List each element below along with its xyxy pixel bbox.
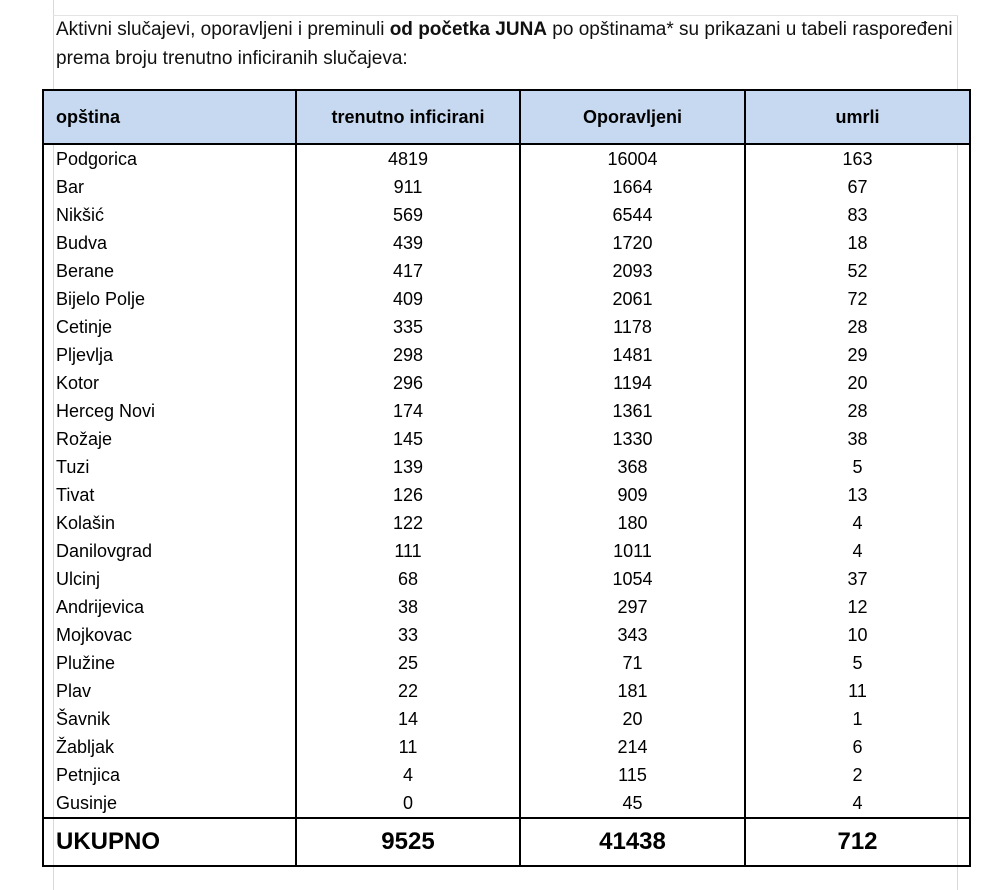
- municipality-cell: Kotor: [43, 369, 296, 397]
- intro-paragraph: [56, 15, 956, 73]
- infected-cell: 4: [296, 761, 520, 789]
- recovered-cell: 1664: [520, 173, 745, 201]
- municipality-cell: Andrijevica: [43, 593, 296, 621]
- table-row: [43, 285, 970, 313]
- recovered-cell: 1194: [520, 369, 745, 397]
- infected-cell: 33: [296, 621, 520, 649]
- infected-cell: 139: [296, 453, 520, 481]
- recovered-cell: 16004: [520, 144, 745, 173]
- total-umrli: 712: [745, 818, 970, 866]
- recovered-cell: 6544: [520, 201, 745, 229]
- deceased-cell: 18: [745, 229, 970, 257]
- infected-cell: 111: [296, 537, 520, 565]
- deceased-cell: 10: [745, 621, 970, 649]
- recovered-cell: 297: [520, 593, 745, 621]
- municipality-cell: Kolašin: [43, 509, 296, 537]
- deceased-cell: 5: [745, 649, 970, 677]
- recovered-cell: 2093: [520, 257, 745, 285]
- municipality-cell: Ulcinj: [43, 565, 296, 593]
- municipality-cell: Rožaje: [43, 425, 296, 453]
- table-row: [43, 481, 970, 509]
- intro-text-end: po opštinama* su prikazani u tabeli raspoređeni prema broju trenutno inficiranih slučajeva:: [56, 19, 953, 69]
- table-row: [43, 733, 970, 761]
- header-oporavljeni: Oporavljeni: [520, 90, 745, 144]
- table-row: [43, 453, 970, 481]
- deceased-cell: 11: [745, 677, 970, 705]
- infected-cell: 22: [296, 677, 520, 705]
- deceased-cell: 5: [745, 453, 970, 481]
- header-trenutno-inficirani: trenutno inficirani: [296, 90, 520, 144]
- table-row: [43, 144, 970, 173]
- table-row: [43, 229, 970, 257]
- municipality-cell: Šavnik: [43, 705, 296, 733]
- table-row: [43, 313, 970, 341]
- deceased-cell: 38: [745, 425, 970, 453]
- table-body: [43, 144, 970, 818]
- deceased-cell: 12: [745, 593, 970, 621]
- deceased-cell: 83: [745, 201, 970, 229]
- table-row: [43, 761, 970, 789]
- municipality-cell: Danilovgrad: [43, 537, 296, 565]
- infected-cell: 335: [296, 313, 520, 341]
- total-label: UKUPNO: [43, 818, 296, 866]
- total-oporavljeni: 41438: [520, 818, 745, 866]
- table-row: [43, 397, 970, 425]
- infected-cell: 569: [296, 201, 520, 229]
- infected-cell: 14: [296, 705, 520, 733]
- deceased-cell: 4: [745, 509, 970, 537]
- recovered-cell: 1361: [520, 397, 745, 425]
- municipality-cell: Nikšić: [43, 201, 296, 229]
- table-row: [43, 257, 970, 285]
- infected-cell: 122: [296, 509, 520, 537]
- header-umrli: umrli: [745, 90, 970, 144]
- recovered-cell: 115: [520, 761, 745, 789]
- deceased-cell: 67: [745, 173, 970, 201]
- recovered-cell: 214: [520, 733, 745, 761]
- table-row: [43, 173, 970, 201]
- table-row: [43, 341, 970, 369]
- deceased-cell: 28: [745, 397, 970, 425]
- municipality-cell: Cetinje: [43, 313, 296, 341]
- municipality-cell: Žabljak: [43, 733, 296, 761]
- recovered-cell: 368: [520, 453, 745, 481]
- deceased-cell: 13: [745, 481, 970, 509]
- table-row: [43, 649, 970, 677]
- table-row: [43, 593, 970, 621]
- infected-cell: 68: [296, 565, 520, 593]
- deceased-cell: 37: [745, 565, 970, 593]
- deceased-cell: 2: [745, 761, 970, 789]
- recovered-cell: 1011: [520, 537, 745, 565]
- municipality-cell: Podgorica: [43, 144, 296, 173]
- table-row: [43, 565, 970, 593]
- intro-text-start: Aktivni slučajevi, oporavljeni i preminuli: [56, 19, 390, 40]
- municipality-cell: Plužine: [43, 649, 296, 677]
- recovered-cell: 1054: [520, 565, 745, 593]
- recovered-cell: 71: [520, 649, 745, 677]
- deceased-cell: 4: [745, 537, 970, 565]
- municipality-cell: Tuzi: [43, 453, 296, 481]
- municipality-table: [42, 89, 971, 867]
- recovered-cell: 1178: [520, 313, 745, 341]
- total-inficirani: 9525: [296, 818, 520, 866]
- recovered-cell: 45: [520, 789, 745, 818]
- municipality-cell: Petnjica: [43, 761, 296, 789]
- table-row: [43, 621, 970, 649]
- municipality-cell: Budva: [43, 229, 296, 257]
- municipality-cell: Bar: [43, 173, 296, 201]
- infected-cell: 0: [296, 789, 520, 818]
- infected-cell: 409: [296, 285, 520, 313]
- deceased-cell: 6: [745, 733, 970, 761]
- table-row: [43, 537, 970, 565]
- infected-cell: 911: [296, 173, 520, 201]
- deceased-cell: 20: [745, 369, 970, 397]
- table-row: [43, 369, 970, 397]
- table-row: [43, 201, 970, 229]
- deceased-cell: 28: [745, 313, 970, 341]
- infected-cell: 298: [296, 341, 520, 369]
- infected-cell: 38: [296, 593, 520, 621]
- infected-cell: 11: [296, 733, 520, 761]
- recovered-cell: 343: [520, 621, 745, 649]
- recovered-cell: 1330: [520, 425, 745, 453]
- deceased-cell: 52: [745, 257, 970, 285]
- municipality-cell: Pljevlja: [43, 341, 296, 369]
- municipality-cell: Bijelo Polje: [43, 285, 296, 313]
- municipality-cell: Mojkovac: [43, 621, 296, 649]
- intro-text-bold: od početka JUNA: [389, 19, 548, 40]
- municipality-cell: Gusinje: [43, 789, 296, 818]
- municipality-cell: Tivat: [43, 481, 296, 509]
- table-row: [43, 425, 970, 453]
- recovered-cell: 909: [520, 481, 745, 509]
- municipality-cell: Berane: [43, 257, 296, 285]
- infected-cell: 174: [296, 397, 520, 425]
- recovered-cell: 1481: [520, 341, 745, 369]
- deceased-cell: 29: [745, 341, 970, 369]
- table-header-row: [43, 90, 970, 144]
- recovered-cell: 181: [520, 677, 745, 705]
- deceased-cell: 163: [745, 144, 970, 173]
- infected-cell: 126: [296, 481, 520, 509]
- municipality-cell: Herceg Novi: [43, 397, 296, 425]
- recovered-cell: 1720: [520, 229, 745, 257]
- table-row: [43, 789, 970, 818]
- infected-cell: 4819: [296, 144, 520, 173]
- table-total-row: [43, 818, 970, 866]
- recovered-cell: 2061: [520, 285, 745, 313]
- table-row: [43, 509, 970, 537]
- table-row: [43, 705, 970, 733]
- recovered-cell: 180: [520, 509, 745, 537]
- infected-cell: 145: [296, 425, 520, 453]
- infected-cell: 439: [296, 229, 520, 257]
- infected-cell: 417: [296, 257, 520, 285]
- infected-cell: 25: [296, 649, 520, 677]
- deceased-cell: 4: [745, 789, 970, 818]
- header-opstina: opština: [43, 90, 296, 144]
- recovered-cell: 20: [520, 705, 745, 733]
- deceased-cell: 1: [745, 705, 970, 733]
- table-row: [43, 677, 970, 705]
- municipality-cell: Plav: [43, 677, 296, 705]
- infected-cell: 296: [296, 369, 520, 397]
- deceased-cell: 72: [745, 285, 970, 313]
